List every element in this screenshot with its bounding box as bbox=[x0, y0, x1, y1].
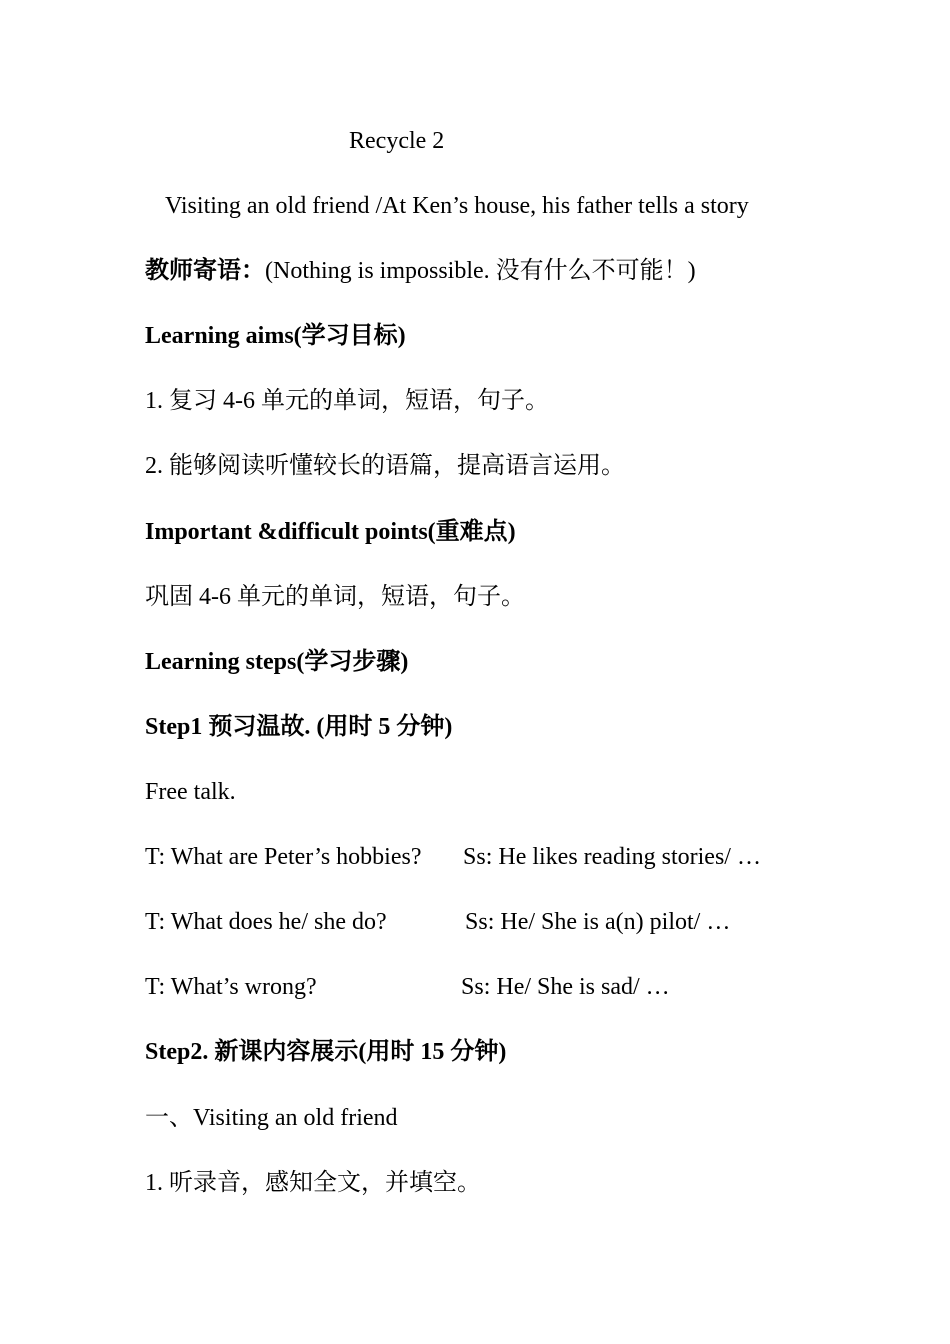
points-heading: Important &difficult points(重难点) bbox=[145, 519, 516, 545]
dialog-row bbox=[145, 842, 761, 872]
step2-heading: Step2. 新课内容展示(用时 15 分钟) bbox=[145, 1039, 507, 1065]
aim-item-1: 1. 复习 4-6 单元的单词，短语，句子。 bbox=[145, 388, 549, 414]
student-answer: Ss: He likes reading stories/ … bbox=[463, 844, 761, 870]
section1-heading: 一、Visiting an old friend bbox=[145, 1105, 398, 1131]
motto-label: 教师寄语： bbox=[145, 258, 265, 284]
motto-text: (Nothing is impossible. 没有什么不可能！) bbox=[265, 258, 696, 284]
student-answer: Ss: He/ She is a(n) pilot/ … bbox=[465, 909, 731, 935]
student-answer: Ss: He/ She is sad/ … bbox=[461, 974, 670, 1000]
step1-heading: Step1 预习温故. (用时 5 分钟) bbox=[145, 714, 453, 740]
free-talk-label: Free talk. bbox=[145, 779, 236, 805]
teacher-question: T: What are Peter’s hobbies? bbox=[145, 844, 422, 870]
task-1: 1. 听录音，感知全文，并填空。 bbox=[145, 1170, 481, 1196]
document-subtitle: Visiting an old friend /At Ken’s house, his father tells a story bbox=[165, 193, 749, 219]
dialog-row bbox=[145, 972, 670, 1002]
teacher-question: T: What’s wrong? bbox=[145, 974, 317, 1000]
teacher-question: T: What does he/ she do? bbox=[145, 909, 387, 935]
dialog-row bbox=[145, 907, 731, 937]
steps-heading: Learning steps(学习步骤) bbox=[145, 649, 409, 675]
teacher-motto bbox=[145, 256, 696, 286]
points-text: 巩固 4-6 单元的单词，短语，句子。 bbox=[145, 584, 525, 610]
aims-heading: Learning aims(学习目标) bbox=[145, 323, 406, 349]
aim-item-2: 2. 能够阅读听懂较长的语篇，提高语言运用。 bbox=[145, 453, 625, 479]
document-title: Recycle 2 bbox=[349, 128, 445, 154]
